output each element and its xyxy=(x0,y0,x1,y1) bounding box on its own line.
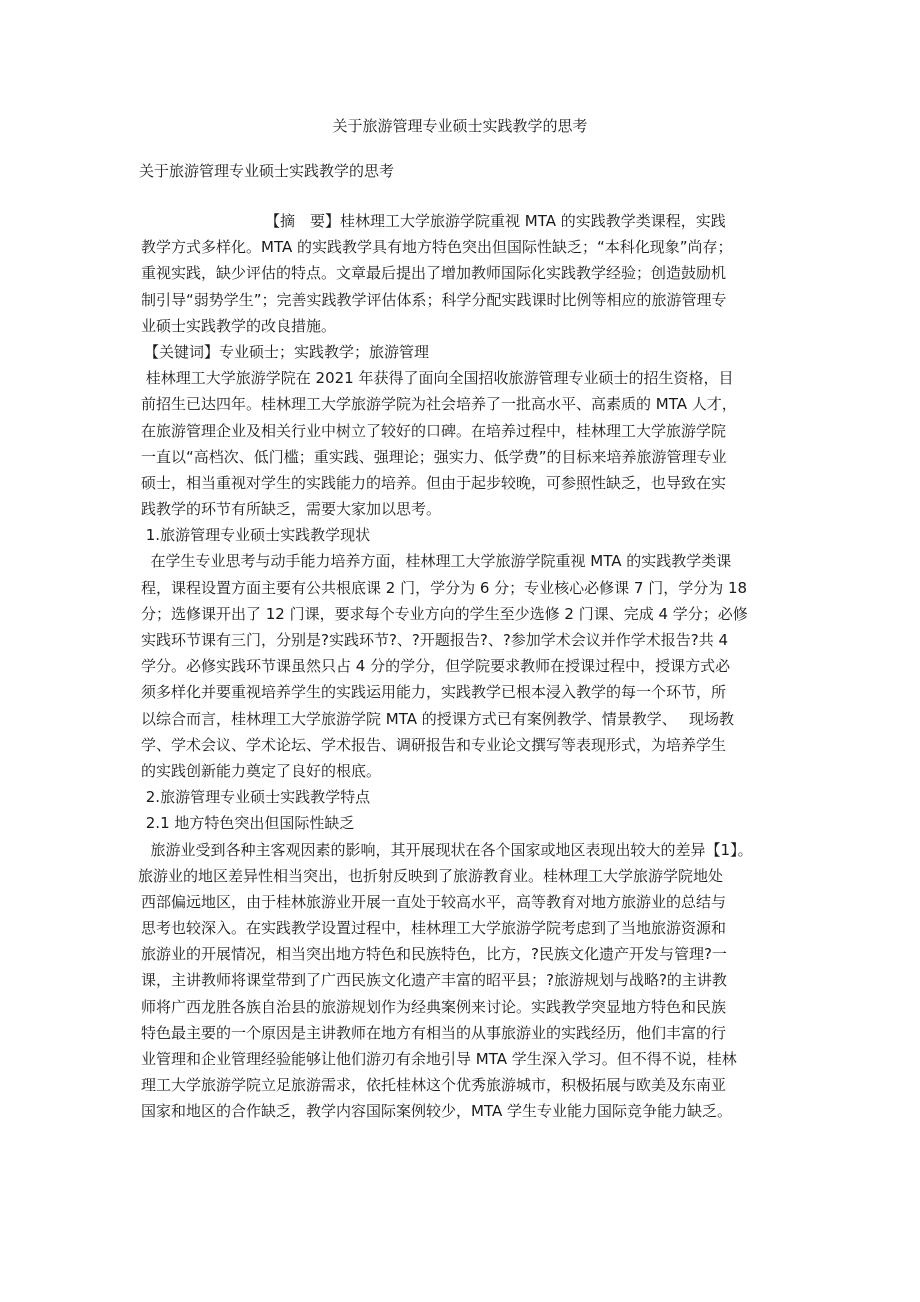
paragraph-line: 以综合而言，桂林理工大学旅游学院 MTA 的授课方式已有案例教学、情景教学、 现场教 xyxy=(141,709,735,728)
section-heading: 1.旅游管理专业硕士实践教学现状 xyxy=(141,526,371,545)
paragraph-line: 旅游业的开展情况，相当突出地方特色和民族特色，比方，?民族文化遗产开发与管理?一 xyxy=(141,945,727,964)
document-title: 关于旅游管理专业硕士实践教学的思考 xyxy=(332,117,588,135)
paragraph-line: 师将广西龙胜各族自治县的旅游规划作为经典案例来讨论。实践教学突显地方特色和民族 xyxy=(141,997,727,1016)
paragraph-line: 国家和地区的合作缺乏，教学内容国际案例较少，MTA 学生专业能力国际竞争能力缺乏。 xyxy=(141,1102,732,1121)
abstract-line: 教学方式多样化。MTA 的实践教学具有地方特色突出但国际性缺乏；“本科化现象”尚存； xyxy=(141,238,733,257)
abstract-line: 重视实践，缺少评估的特点。文章最后提出了增加教师国际化实践教学经验；创造鼓励机 xyxy=(141,264,727,283)
paragraph-line: 在旅游管理企业及相关行业中树立了较好的口碑。在培养过程中，桂林理工大学旅游学院 xyxy=(141,421,727,440)
paragraph-line: 须多样化并要重视培养学生的实践运用能力，实践教学已根本浸入教学的每一个环节，所 xyxy=(141,683,727,702)
abstract-line: 【摘 要】桂林理工大学旅游学院重视 MTA 的实践教学类课程，实践 xyxy=(265,212,726,230)
paragraph-line: 在学生专业思考与动手能力培养方面，桂林理工大学旅游学院重视 MTA 的实践教学类课 xyxy=(141,552,732,571)
paragraph-line: 学分。必修实践环节课虽然只占 4 分的学分，但学院要求教师在授课过程中，授课方式必 xyxy=(141,657,731,676)
abstract-line: 制引导“弱势学生”；完善实践教学评估体系；科学分配实践课时比例等相应的旅游管理专 xyxy=(141,290,727,309)
paragraph-line: 旅游业的地区差异性相当突出，也折射反映到了旅游教育业。桂林理工大学旅游学院地处 xyxy=(138,866,724,885)
paragraph-line: 分；选修课开出了 12 门课，要求每个专业方向的学生至少选修 2 门课、完成 4 学分；必修 xyxy=(141,604,748,623)
paragraph-line: 业管理和企业管理经验能够让他们游刃有余地引导 MTA 学生深入学习。但不得不说，桂林 xyxy=(141,1050,737,1068)
paragraph-line: 桂林理工大学旅游学院在 2021 年获得了面向全国招收旅游管理专业硕士的招生资格，目 xyxy=(141,369,734,388)
paragraph-line: 旅游业受到各种主客观因素的影响，其开展现状在各个国家或地区表现出较大的差异【1】。 xyxy=(141,840,753,859)
abstract-line: 业硕士实践教学的改良措施。 xyxy=(141,316,337,335)
keywords-line: 【关键词】专业硕士；实践教学；旅游管理 xyxy=(144,342,430,361)
paragraph-line: 一直以“高档次、低门槛；重实践、强理论；强实力、低学费”的目标来培养旅游管理专业 xyxy=(141,447,727,466)
paragraph-line: 硕士，相当重视对学生的实践能力的培养。但由于起步较晚，可参照性缺乏，也导致在实 xyxy=(141,473,727,492)
paragraph-line: 学、学术会议、学术论坛、学术报告、调研报告和专业论文撰写等表现形式，为培养学生 xyxy=(141,735,727,754)
paragraph-line: 理工大学旅游学院立足旅游需求，依托桂林这个优秀旅游城市，积极拓展与欧美及东南亚 xyxy=(141,1076,727,1095)
section-heading: 2.旅游管理专业硕士实践教学特点 xyxy=(141,788,371,807)
paragraph-line: 西部偏远地区，由于桂林旅游业开展一直处于较高水平，高等教育对地方旅游业的总结与 xyxy=(141,892,727,911)
paragraph-line: 践教学的环节有所缺乏，需要大家加以思考。 xyxy=(141,500,442,519)
paragraph-line: 思考也较深入。在实践教学设置过程中，桂林理工大学旅游学院考虑到了当地旅游资源和 xyxy=(141,919,727,938)
paragraph-line: 课，主讲教师将课堂带到了广西民族文化遗产丰富的昭平县；?旅游规划与战略?的主讲教 xyxy=(141,971,727,990)
paragraph-line: 前招生已达四年。桂林理工大学旅游学院为社会培养了一批高水平、高素质的 MTA 人才， xyxy=(141,395,737,414)
paragraph-line: 程，课程设置方面主要有公共根底课 2 门，学分为 6 分；专业核心必修课 7 门，学分为 18 xyxy=(141,578,748,597)
subsection-heading: 2.1 地方特色突出但国际性缺乏 xyxy=(141,814,355,833)
paragraph-line: 实践环节课有三门，分别是?实践环节?、?开题报告?、?参加学术会议并作学术报告?共 4 xyxy=(141,631,729,649)
document-subtitle: 关于旅游管理专业硕士实践教学的思考 xyxy=(139,162,395,180)
paragraph-line: 特色最主要的一个原因是主讲教师在地方有相当的从事旅游业的实践经历，他们丰富的行 xyxy=(141,1023,727,1042)
document-body xyxy=(138,208,791,1125)
paragraph-line: 的实践创新能力奠定了良好的根底。 xyxy=(141,761,382,780)
